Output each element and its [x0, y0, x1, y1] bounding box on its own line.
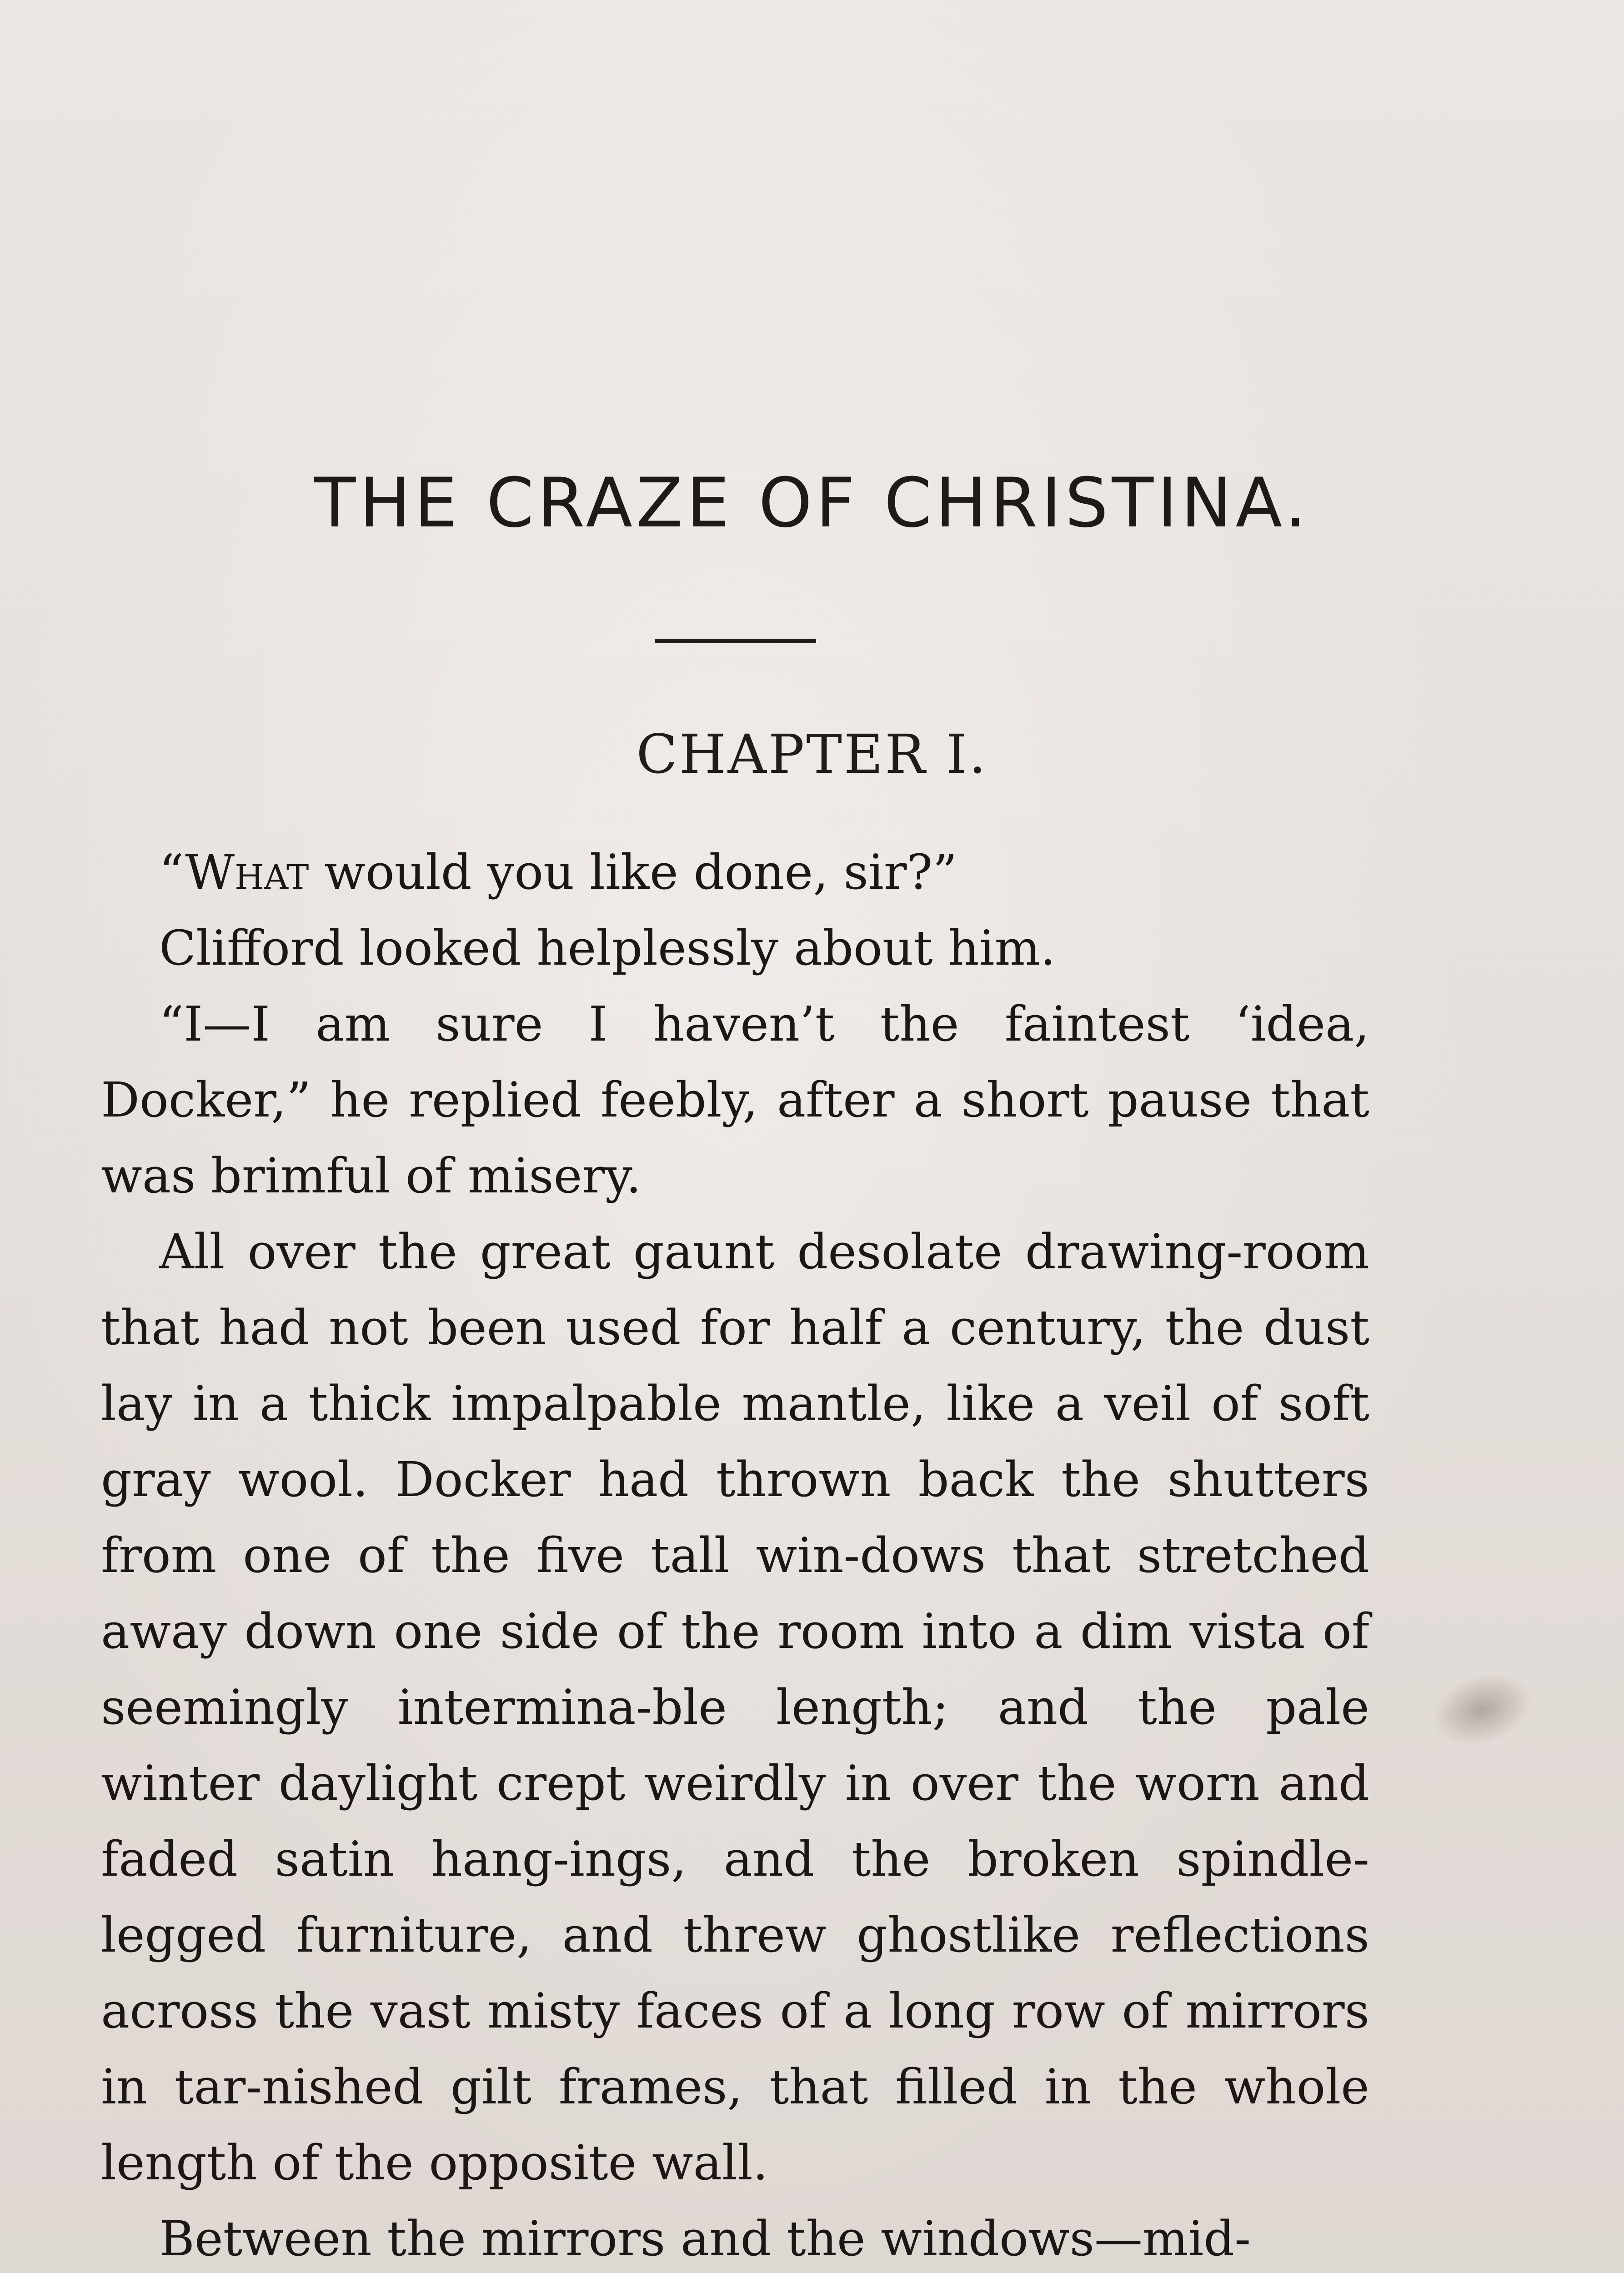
paragraph: “I—I am sure I haven’t the faintest ‘idea, Docker,” he replied feebly, after a short pause that was brimful of misery. [101, 996, 1369, 1204]
paragraph-rest: would you like done, sir?” [309, 844, 957, 900]
body-text [101, 834, 1369, 2273]
paragraph-lead: “W [159, 844, 235, 900]
page-smudge [1422, 1661, 1542, 1758]
paragraph: Between the mirrors and the windows—mid- [159, 2211, 1251, 2267]
paragraph: All over the great gaunt desolate drawing-room that had not been used for half a century, the dust lay in a thick impalpable mantle, like a veil of soft gray wool. Docker had thrown back the shutters from one of the five tall win-dows that stretched away down one side of the room into a dim vista of seemingly intermina-ble length; and the pale winter daylight crept weirdly in over the worn and faded satin hang-ings, and the broken spindle-legged furniture, and threw ghostlike reflections across the vast misty faces of a long row of mirrors in tar-nished gilt frames, that filled in the whole length of the opposite wall. [101, 1224, 1369, 2191]
book-title: THE CRAZE OF CHRISTINA. [314, 464, 1310, 543]
paragraph [101, 834, 1369, 910]
paragraph: Clifford looked helplessly about him. [159, 920, 1056, 976]
paragraph-smallcaps: hat [235, 844, 309, 900]
title-rule [655, 639, 816, 643]
chapter-heading: CHAPTER I. [636, 723, 988, 786]
